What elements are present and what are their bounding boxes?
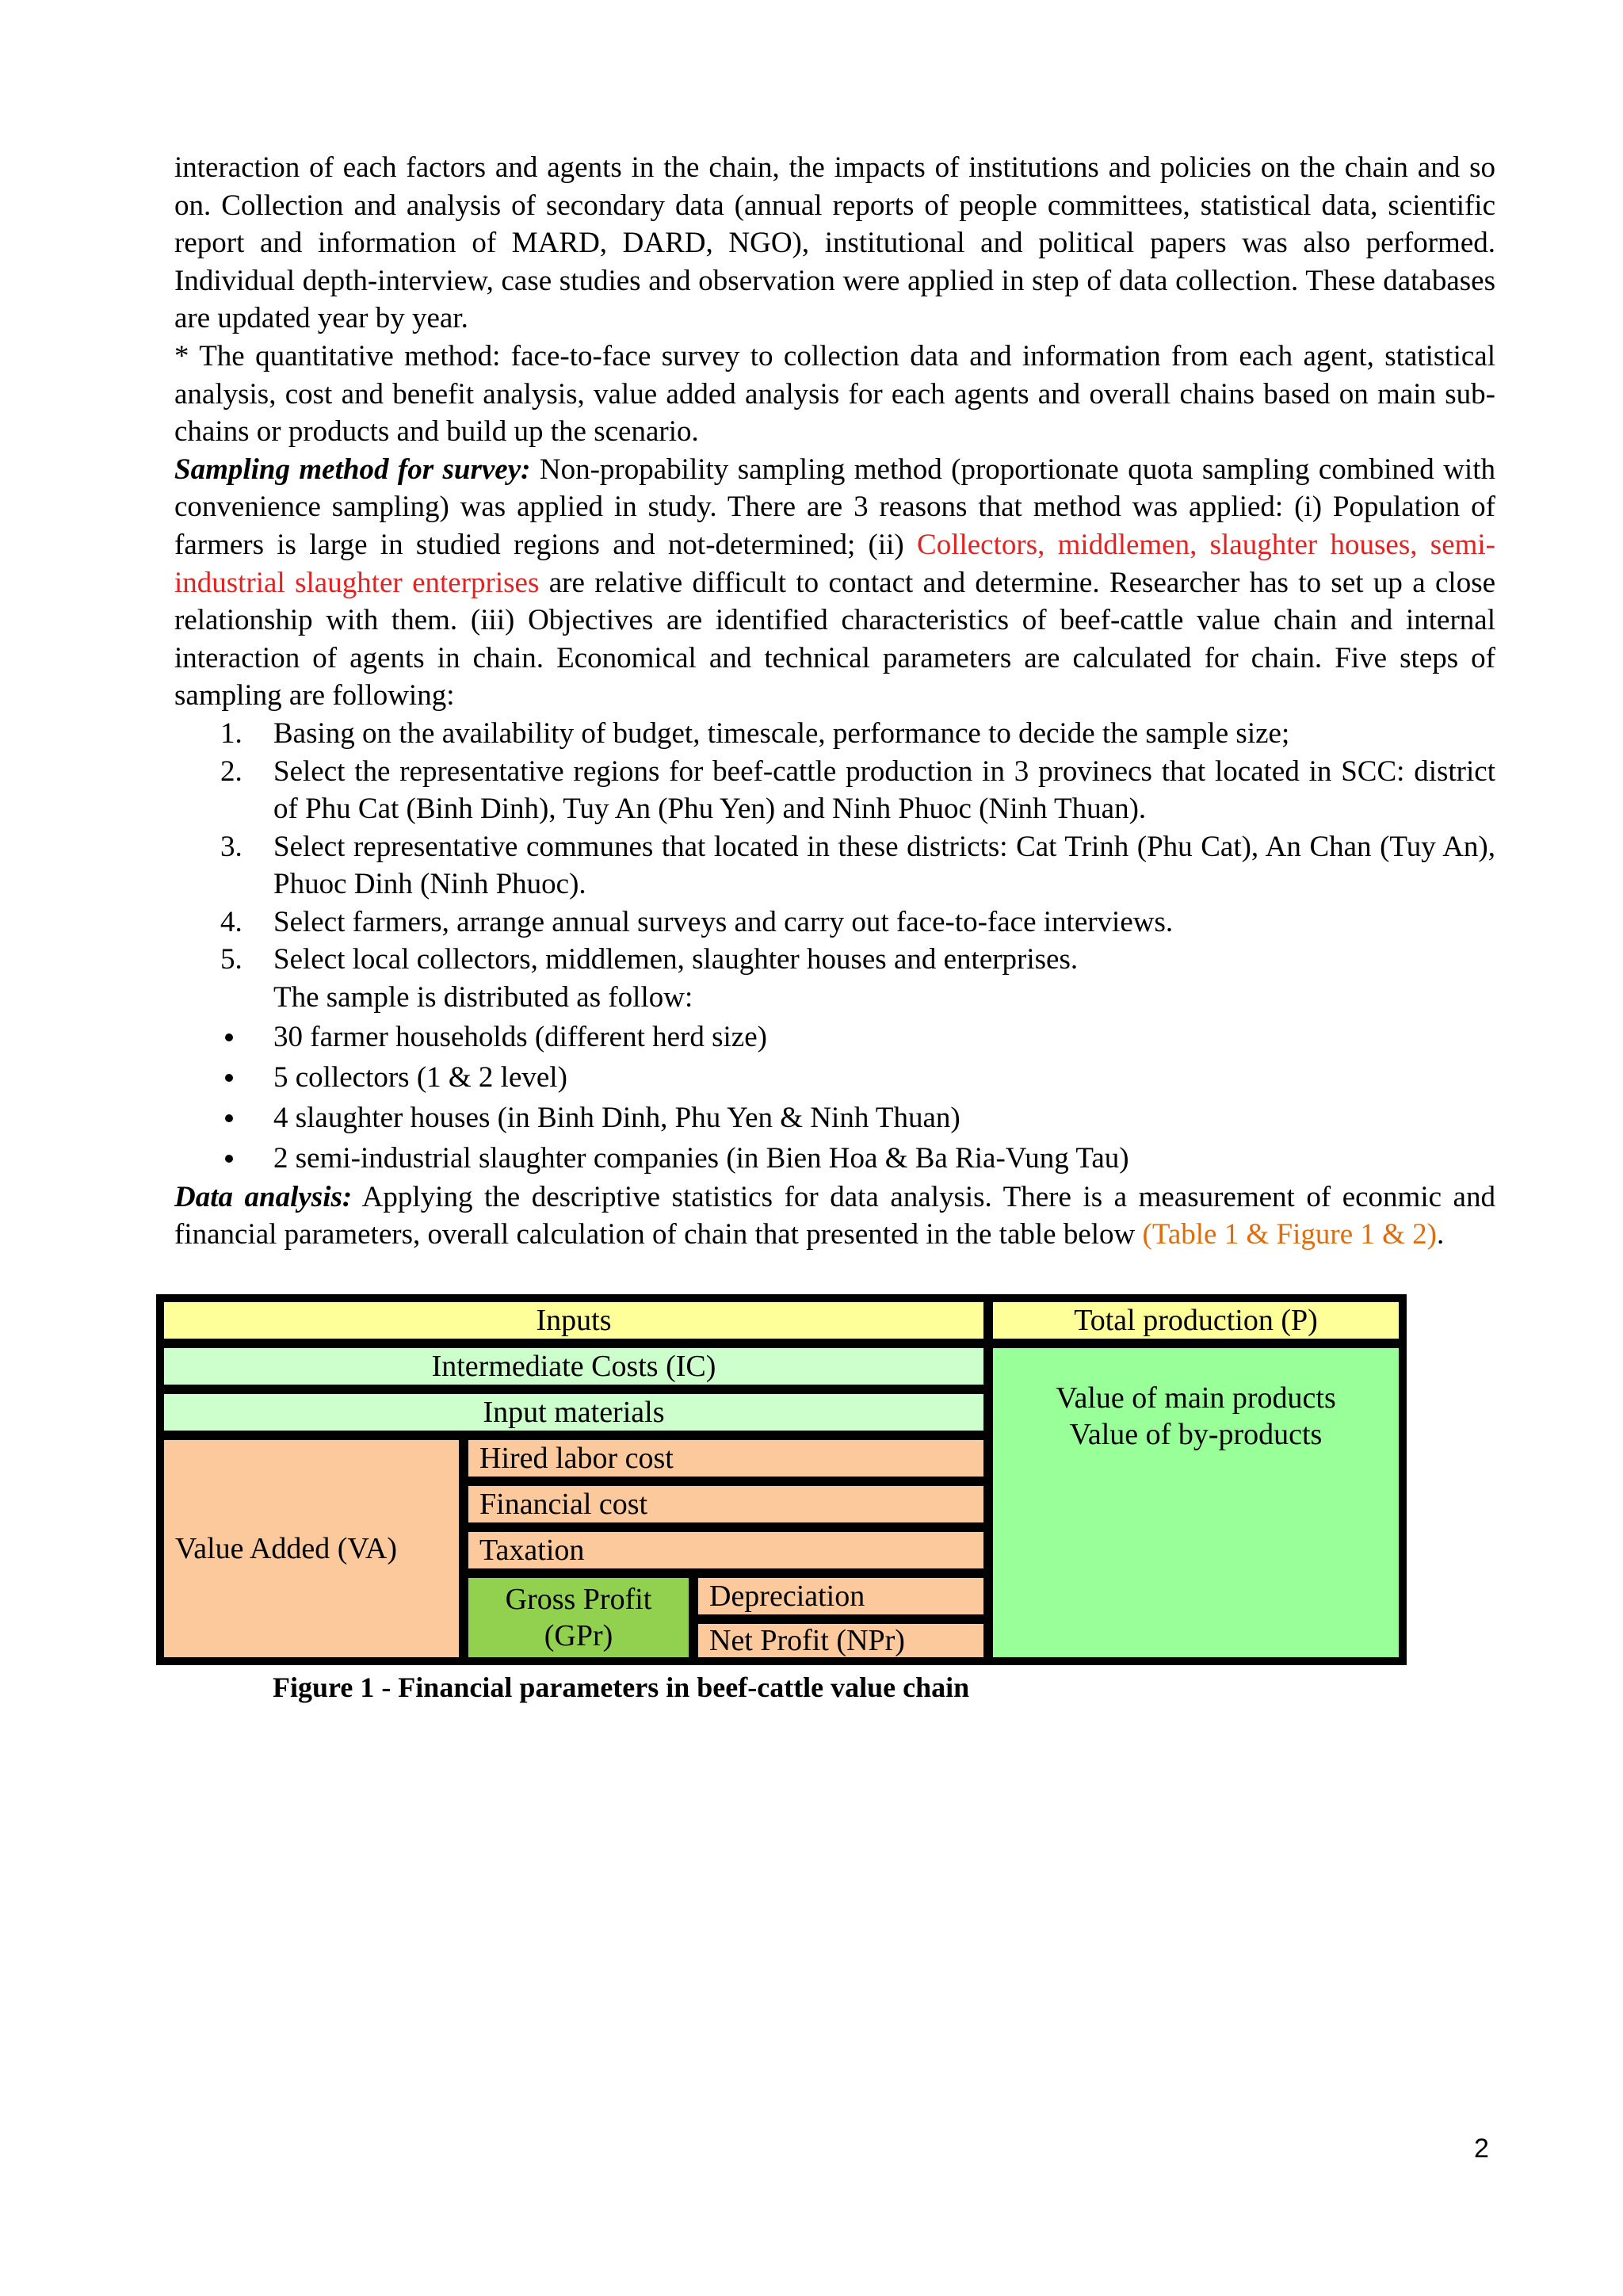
- list-item: [174, 1098, 1495, 1138]
- gross-profit-abbr: (GPr): [544, 1619, 613, 1652]
- bullet-icon: [225, 1074, 233, 1082]
- list-item-text: 30 farmer households (different herd size): [273, 1020, 767, 1053]
- financial-cost-cell: Financial cost: [464, 1481, 988, 1527]
- table-figure-reference-link[interactable]: (Table 1 & Figure 1 & 2): [1142, 1218, 1437, 1251]
- value-added-cell: Value Added (VA): [159, 1435, 464, 1662]
- document-body: [174, 149, 1495, 1254]
- financial-parameters-figure: [156, 1294, 1407, 1665]
- sample-list: [174, 1017, 1495, 1179]
- paragraph-quantitative: * The quantitative method: face-to-face survey to collection data and information from each agent, statistical analysis, cost and benefit analysis, value added analysis for each agents and overall chains based on main sub-chains or products and build up the scenario.: [174, 339, 1495, 449]
- intermediate-costs-cell: Intermediate Costs (IC): [159, 1343, 988, 1389]
- step-text: Select local collectors, middlemen, slaughter houses and enterprises.: [273, 943, 1079, 976]
- sampling-highlight: Collectors, middlemen, slaughter houses, semi-industrial slaughter enterprises: [174, 528, 1495, 599]
- net-profit-cell: Net Profit (NPr): [693, 1619, 988, 1662]
- list-item: [174, 1057, 1495, 1098]
- sampling-steps: [174, 715, 1495, 979]
- list-item-text: 2 semi-industrial slaughter companies (in Bien Hoa & Ba Ria-Vung Tau): [273, 1141, 1129, 1175]
- products-value-cell: [988, 1343, 1403, 1662]
- data-analysis-heading: Data analysis:: [174, 1180, 353, 1213]
- bullet-icon: [225, 1114, 233, 1122]
- paragraph-intro: interaction of each factors and agents in the chain, the impacts of institutions and policies on the chain and so on. Collection and analysis of secondary data (annual reports of people committees, statistical data, scientific report and information of MARD, DARD, NGO), institutional and political papers was also performed. Individual depth-interview, case studies and observation were applied in step of data collection. These databases are updated year by year.: [174, 151, 1495, 335]
- paragraph-sampling: [174, 451, 1495, 715]
- step-item: [174, 753, 1495, 828]
- step-text: Select farmers, arrange annual surveys and carry out face-to-face interviews.: [273, 905, 1174, 938]
- data-analysis-text: Applying the descriptive statistics for data analysis. There is a measurement of econmic and financial parameters, overall calculation of chain that presented in the table below: [174, 1180, 1495, 1251]
- depreciation-cell: Depreciation: [693, 1573, 988, 1619]
- list-item-text: 5 collectors (1 & 2 level): [273, 1060, 567, 1094]
- step-item: [174, 904, 1495, 942]
- step-item: [174, 828, 1495, 904]
- gross-profit-cell: [464, 1573, 693, 1662]
- paragraph-data-analysis: [174, 1179, 1495, 1254]
- bullet-icon: [225, 1033, 233, 1041]
- step-text: Basing on the availability of budget, timescale, performance to decide the sample size;: [273, 716, 1290, 750]
- step-text: Select representative communes that located in these districts: Cat Trinh (Phu Cat), An Chan (Tuy An), Phuoc Dinh (Ninh Phuoc).: [273, 830, 1495, 901]
- input-materials-cell: Input materials: [159, 1389, 988, 1435]
- sample-intro: The sample is distributed as follow:: [273, 981, 693, 1014]
- by-products-value: Value of by-products: [1069, 1418, 1323, 1451]
- data-analysis-end: .: [1436, 1218, 1445, 1251]
- step-text: Select the representative regions for beef-cattle production in 3 provinecs that located in SCC: district of Phu Cat (Binh Dinh), Tuy An (Phu Yen) and Ninh Phuoc (Ninh Thuan).: [273, 755, 1495, 826]
- hired-labor-cell: Hired labor cost: [464, 1435, 988, 1481]
- sampling-text-b: are relative difficult to contact and determine. Researcher has to set up a close relationship with them. (iii) Objectives are identified characteristics of beef-cattle value chain and internal interaction of agents in chain. Economical and technical parameters are calculated for chain. Five steps of sampling are following:: [174, 566, 1496, 712]
- gross-profit-label: Gross Profit: [505, 1583, 652, 1616]
- page-number: 2: [1474, 2134, 1489, 2164]
- figure-caption: Figure 1 - Financial parameters in beef-cattle value chain: [273, 1671, 970, 1703]
- list-item-text: 4 slaughter houses (in Binh Dinh, Phu Yen & Ninh Thuan): [273, 1101, 960, 1134]
- step-number: 1.: [220, 716, 242, 750]
- taxation-cell: Taxation: [464, 1527, 988, 1573]
- step-item: [174, 715, 1495, 753]
- step-item: [174, 941, 1495, 979]
- step-number: 2.: [220, 755, 242, 788]
- list-item: [174, 1017, 1495, 1057]
- sampling-heading: Sampling method for survey:: [174, 453, 531, 486]
- inputs-cell: Inputs: [159, 1297, 988, 1343]
- main-products-value: Value of main products: [1056, 1381, 1336, 1415]
- list-item: [174, 1138, 1495, 1179]
- sampling-text-a: Non-propability sampling method (proportionate quota sampling combined with convenience sampling) was applied in study. There are 3 reasons that method was applied: (i) Population of farmers is large in studied regions and not-determined; (ii): [174, 453, 1495, 561]
- step-number: 4.: [220, 905, 242, 938]
- step-number: 3.: [220, 830, 242, 863]
- total-production-cell: Total production (P): [988, 1297, 1403, 1343]
- step-number: 5.: [220, 943, 242, 976]
- bullet-icon: [225, 1155, 233, 1163]
